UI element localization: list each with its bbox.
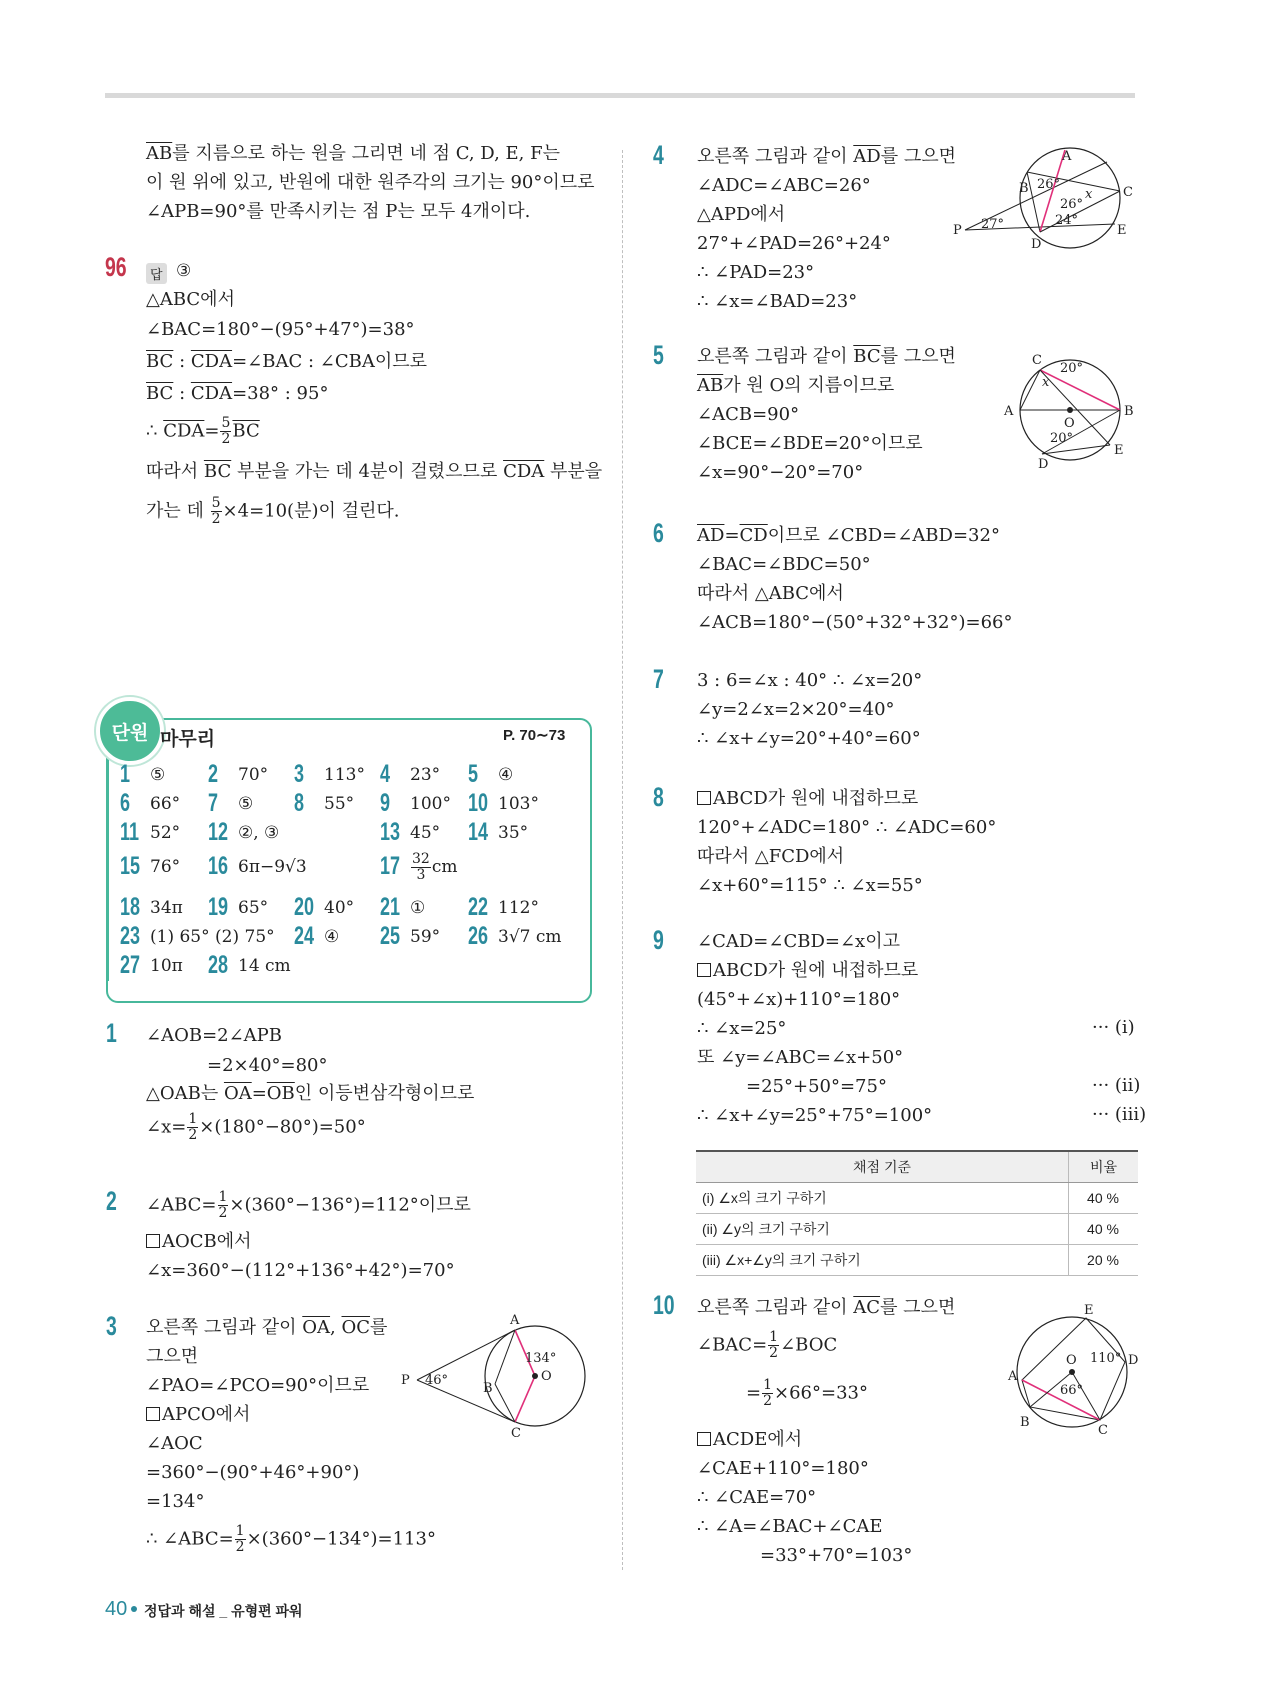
s3-line-8: ∴ ∠ABC= $\frac{1}{2}$ ×(360°−134°)=113° <box>146 1523 436 1555</box>
s8-line-2: 120°+∠ADC=180° ∴ ∠ADC=60° <box>697 817 997 838</box>
answer-badge: 답 <box>146 263 167 284</box>
unit-badge: 단원 <box>96 697 164 765</box>
s6-line-2: ∠BAC=∠BDC=50° <box>697 554 871 575</box>
p96-line-4: $\overline{BC}$ : $\overline{CDA}=38^\circ$ : 95° <box>146 383 329 404</box>
s10-line-1: 오른쪽 그림과 같이 $\overline{AC}$를 그으면 <box>697 1297 956 1318</box>
table-header-ratio: 비율 <box>1069 1151 1139 1183</box>
s7-line-1: 3 : 6=∠x : 40° ∴ ∠x=20° <box>697 670 923 691</box>
fig4-label-e: E <box>1117 223 1127 238</box>
fig3-angle-134: 134° <box>525 1351 557 1366</box>
s5-line-1: 오른쪽 그림과 같이 $\overline{BC}$를 그으면 <box>697 346 956 367</box>
summary-answer-4: 4 23° <box>380 760 441 788</box>
summary-answer-18: 18 34π <box>120 893 183 921</box>
s8-line-4: ∠x+60°=115° ∴ ∠x=55° <box>697 875 923 896</box>
fig5-label-o: O <box>1064 416 1075 431</box>
fig4-label-b: B <box>1019 181 1029 196</box>
s3-line-1: 오른쪽 그림과 같이 $\overline{OA}$, $\overline{OC}$를 <box>146 1317 388 1338</box>
grading-criteria-table <box>696 1150 1138 1276</box>
solution-9-number: 9 <box>653 925 664 955</box>
fig4-label-c: C <box>1123 185 1133 200</box>
summary-answer-28: 28 14 cm <box>208 951 291 979</box>
s2-line-1: ∠ABC= $\frac{1}{2}$ ×(360°−136°)=112°이므로 <box>146 1189 471 1221</box>
figure-4-circle-secants <box>953 148 1145 252</box>
s2-line-2: AOCB에서 <box>146 1230 252 1254</box>
s3-line-3: ∠PAO=∠PCO=90°이므로 <box>146 1375 370 1396</box>
s10-line-5: ∠CAE+110°=180° <box>697 1458 869 1479</box>
fig5-label-b: B <box>1124 404 1134 419</box>
summary-answer-27: 27 10π <box>120 951 183 979</box>
s9-step-ii: ··· (ii) <box>1092 1075 1141 1096</box>
summary-answer-16: 16 6π−9√3 <box>208 852 307 880</box>
s4-line-6: ∴ ∠x=∠BAD=23° <box>697 291 858 312</box>
s1-line-4: ∠x= $\frac{1}{2}$ ×(180°−80°)=50° <box>146 1111 366 1143</box>
s4-line-5: ∴ ∠PAD=23° <box>697 262 815 283</box>
solution-1-number: 1 <box>106 1018 117 1048</box>
solution-2-number: 2 <box>106 1186 117 1216</box>
s4-line-3: △APD에서 <box>697 204 786 225</box>
fig4-label-p: P <box>953 223 962 238</box>
s3-line-4: APCO에서 <box>146 1403 250 1427</box>
fig5-angle-20a: 20° <box>1060 361 1084 376</box>
table-row: (iii) ∠x+∠y의 크기 구하기 20 % <box>696 1245 1138 1276</box>
fig3-label-c: C <box>511 1426 521 1441</box>
summary-answer-14: 14 35° <box>468 818 529 846</box>
summary-answer-11: 11 52° <box>120 818 181 846</box>
fig10-label-a: A <box>1008 1369 1018 1384</box>
fig4-angle-26a: 26° <box>1037 177 1061 192</box>
s10-line-2: ∠BAC= $\frac{1}{2}$ ∠BOC <box>697 1329 838 1361</box>
table-row: (i) ∠x의 크기 구하기 40 % <box>696 1183 1138 1214</box>
s9-step-iii: ··· (iii) <box>1092 1104 1147 1125</box>
fig10-label-c: C <box>1098 1423 1108 1438</box>
s10-line-8: =33°+70°=103° <box>760 1545 913 1566</box>
intro-line-1: $\overline{AB}$를 지름으로 하는 원을 그리면 네 점 C, D, E, F는 <box>146 143 560 164</box>
summary-answer-26: 26 3√7 cm <box>468 922 562 950</box>
s9-line-5: 또 ∠y=∠ABC=∠x+50° <box>697 1047 904 1068</box>
column-divider <box>622 150 623 1570</box>
intro-line-2: 이 원 위에 있고, 반원에 대한 원주각의 크기는 90°이므로 <box>146 172 595 193</box>
summary-answer-25: 25 59° <box>380 922 441 950</box>
summary-answer-20: 20 40° <box>294 893 355 921</box>
s6-line-4: ∠ACB=180°−(50°+32°+32°)=66° <box>697 612 1013 633</box>
fig5-label-d: D <box>1038 457 1049 472</box>
problem-96-answer: ③ <box>176 261 192 281</box>
s2-line-3: ∠x=360°−(112°+136°+42°)=70° <box>146 1260 455 1281</box>
fig5-angle-x: x <box>1042 375 1050 390</box>
solution-10-number: 10 <box>653 1290 675 1320</box>
s7-line-2: ∠y=2∠x=2×20°=40° <box>697 699 895 720</box>
p96-line-7: 가는 데 $\frac{5}{2}$ ×4=10(분)이 걸린다. <box>146 495 400 527</box>
s3-line-7: =134° <box>146 1491 205 1512</box>
summary-answer-23: 23 (1) 65° (2) 75° <box>120 922 275 950</box>
fig5-angle-20b: 20° <box>1050 431 1074 446</box>
fig4-angle-27: 27° <box>981 217 1005 232</box>
p96-line-5: ∴ $\overline{CDA}=$ $\frac{5}{2}$ $\overline{BC}$ <box>146 415 260 447</box>
s3-line-2: 그으면 <box>146 1346 199 1367</box>
summary-answer-12: 12 ②, ③ <box>208 818 280 846</box>
s3-line-5: ∠AOC <box>146 1433 203 1454</box>
figure-5-circle-diameter <box>1000 350 1150 475</box>
s5-line-5: ∠x=90°−20°=70° <box>697 462 864 483</box>
summary-title: 마무리 <box>160 729 216 750</box>
figure-10-inscribed-pentagon <box>1000 1302 1150 1442</box>
fig4-angle-26b: 26° <box>1060 197 1084 212</box>
s10-line-7: ∴ ∠A=∠BAC+∠CAE <box>697 1516 883 1537</box>
s10-line-4: ACDE에서 <box>697 1428 802 1452</box>
problem-96-number: 96 <box>105 252 127 282</box>
fig5-label-a: A <box>1004 404 1014 419</box>
fig3-label-b: B <box>483 1381 493 1396</box>
summary-answer-5: 5 ④ <box>468 760 514 788</box>
fig10-angle-66: 66° <box>1060 1383 1084 1398</box>
fig10-angle-110: 110° <box>1090 1351 1122 1366</box>
summary-answer-2: 2 70° <box>208 760 269 788</box>
summary-answer-21: 21 ① <box>380 893 426 921</box>
solution-5-number: 5 <box>653 340 664 370</box>
summary-answer-7: 7 ⑤ <box>208 789 254 817</box>
s9-line-2: ABCD가 원에 내접하므로 <box>697 959 918 983</box>
s10-line-6: ∴ ∠CAE=70° <box>697 1487 817 1508</box>
fig5-label-e: E <box>1114 443 1124 458</box>
summary-answer-24: 24 ④ <box>294 922 340 950</box>
p96-line-2: ∠BAC=180°−(95°+47°)=38° <box>146 319 415 340</box>
summary-answer-13: 13 45° <box>380 818 441 846</box>
table-header-criteria: 채점 기준 <box>696 1151 1069 1183</box>
s5-line-4: ∠BCE=∠BDE=20°이므로 <box>697 433 923 454</box>
s9-step-i: ··· (i) <box>1092 1017 1135 1038</box>
summary-answer-19: 19 65° <box>208 893 269 921</box>
footer-dot <box>131 1606 137 1612</box>
fig3-label-o: O <box>541 1369 552 1384</box>
s8-line-3: 따라서 △FCD에서 <box>697 846 845 867</box>
fig4-angle-x: x <box>1085 187 1093 202</box>
s5-line-2: $\overline{AB}$가 원 O의 지름이므로 <box>697 375 895 396</box>
solution-7-number: 7 <box>653 664 664 694</box>
solution-6-number: 6 <box>653 518 664 548</box>
top-rule <box>105 93 1135 98</box>
summary-answer-10: 10 103° <box>468 789 539 817</box>
intro-line-3: ∠APB=90°를 만족시키는 점 P는 모두 4개이다. <box>146 201 531 222</box>
fig4-angle-24: 24° <box>1055 213 1079 228</box>
s4-line-4: 27°+∠PAD=26°+24° <box>697 233 891 254</box>
summary-answer-22: 22 112° <box>468 893 539 921</box>
figure-3-circle-tangents <box>395 1310 595 1440</box>
fig3-label-a: A <box>510 1313 520 1328</box>
summary-page-range: P. 70∼73 <box>503 727 566 744</box>
s1-line-2: =2×40°=80° <box>207 1055 328 1076</box>
fig3-angle-46: 46° <box>425 1373 449 1388</box>
s5-line-3: ∠ACB=90° <box>697 404 800 425</box>
p96-line-3: $\overline{BC}$ : $\overline{CDA}=\angle BAC$ : ∠CBA이므로 <box>146 351 427 372</box>
summary-box-accent-line <box>106 756 109 981</box>
s9-line-1: ∠CAD=∠CBD=∠x이고 <box>697 931 900 952</box>
fig10-label-d: D <box>1128 1353 1139 1368</box>
s7-line-3: ∴ ∠x+∠y=20°+40°=60° <box>697 728 921 749</box>
p96-line-6: 따라서 $\overline{BC}$ 부분을 가는 데 4분이 걸렸으므로 $\overline{CDA}$ 부분을 <box>146 461 603 482</box>
fig10-label-e: E <box>1084 1303 1094 1318</box>
solution-3-number: 3 <box>106 1311 117 1341</box>
s1-line-1: ∠AOB=2∠APB <box>146 1025 283 1046</box>
fig4-label-d: D <box>1031 237 1042 252</box>
fig5-label-c: C <box>1032 353 1042 368</box>
s4-line-1: 오른쪽 그림과 같이 $\overline{AD}$를 그으면 <box>697 146 956 167</box>
s4-line-2: ∠ADC=∠ABC=26° <box>697 175 871 196</box>
summary-answer-8: 8 55° <box>294 789 355 817</box>
s1-line-3: △OAB는 $\overline{OA}=\overline{OB}$인 이등변삼각형이므로 <box>146 1083 475 1104</box>
fig4-label-a: A <box>1062 149 1072 164</box>
p96-line-1: △ABC에서 <box>146 289 235 310</box>
solution-4-number: 4 <box>653 140 664 170</box>
table-row: (ii) ∠y의 크기 구하기 40 % <box>696 1214 1138 1245</box>
fig3-label-p: P <box>401 1373 410 1388</box>
s9-line-6: =25°+50°=75° <box>746 1076 887 1097</box>
s10-line-3: = $\frac{1}{2}$ ×66°=33° <box>746 1377 868 1409</box>
summary-answer-15: 15 76° <box>120 852 181 880</box>
s8-line-1: ABCD가 원에 내접하므로 <box>697 787 918 811</box>
s9-line-3: (45°+∠x)+110°=180° <box>697 989 901 1010</box>
summary-answer-17: 17 $\frac{32}{3}$ cm <box>380 851 458 883</box>
footer-text: 정답과 해설 _ 유형편 파워 <box>144 1603 303 1619</box>
s9-line-4: ∴ ∠x=25° <box>697 1018 787 1039</box>
s6-line-3: 따라서 △ABC에서 <box>697 583 844 604</box>
summary-answer-6: 6 66° <box>120 789 181 817</box>
s6-line-1: $\overline{AD}=\overline{CD}$이므로 ∠CBD=∠ABD=32° <box>697 525 1000 546</box>
summary-answer-3: 3 113° <box>294 760 365 788</box>
fig10-label-b: B <box>1020 1415 1030 1430</box>
summary-answer-1: 1 ⑤ <box>120 760 166 788</box>
summary-answer-9: 9 100° <box>380 789 451 817</box>
s9-line-7: ∴ ∠x+∠y=25°+75°=100° <box>697 1105 933 1126</box>
fig10-label-o: O <box>1066 1353 1077 1368</box>
page-number: 40 <box>105 1598 128 1620</box>
s3-line-6: =360°−(90°+46°+90°) <box>146 1462 360 1483</box>
solution-8-number: 8 <box>653 782 664 812</box>
